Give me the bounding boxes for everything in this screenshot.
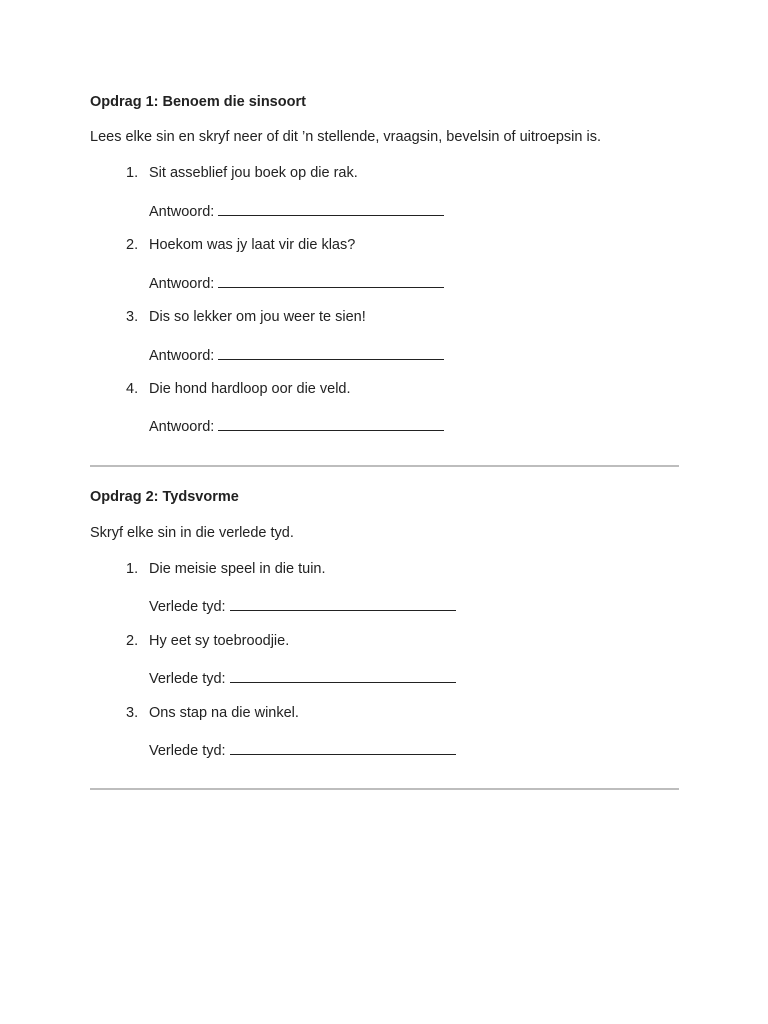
answer-label: Antwoord: (149, 276, 215, 292)
section-2-title: Opdrag 2: Tydsvorme (90, 489, 239, 505)
answer-blank[interactable] (218, 201, 444, 216)
section-2-item-3-number: 3. (126, 705, 139, 721)
section-1-item-1-text: Sit asseblief jou boek op die rak. (149, 165, 358, 181)
answer-label: Antwoord: (149, 419, 215, 435)
section-2-item-2-number: 2. (126, 633, 139, 649)
section-2-item-2-text: Hy eet sy toebroodjie. (149, 633, 290, 649)
section-1-item-4-answer[interactable] (149, 416, 444, 435)
section-1-item-2-text: Hoekom was jy laat vir die klas? (149, 237, 356, 253)
section-1-item-4-number: 4. (126, 381, 139, 397)
section-1-item-3-text: Dis so lekker om jou weer te sien! (149, 309, 366, 325)
section-1-item-3-number: 3. (126, 309, 139, 325)
section-2-item-2-answer[interactable] (149, 668, 456, 687)
section-1-item-4-text: Die hond hardloop oor die veld. (149, 381, 351, 397)
section-1-item-2-answer[interactable] (149, 273, 444, 292)
section-2-item-3-answer[interactable] (149, 740, 456, 759)
answer-blank[interactable] (230, 740, 456, 755)
answer-blank[interactable] (230, 596, 456, 611)
answer-label: Verlede tyd: (149, 599, 226, 615)
section-2-instruction: Skryf elke sin in die verlede tyd. (90, 525, 294, 541)
section-divider-bottom (90, 788, 679, 790)
answer-label: Antwoord: (149, 204, 215, 220)
answer-blank[interactable] (218, 345, 444, 360)
answer-label: Antwoord: (149, 348, 215, 364)
section-1-item-3-answer[interactable] (149, 345, 444, 364)
answer-blank[interactable] (218, 416, 444, 431)
answer-label: Verlede tyd: (149, 743, 226, 759)
section-2-item-1-text: Die meisie speel in die tuin. (149, 561, 326, 577)
section-2-item-1-answer[interactable] (149, 596, 456, 615)
section-1-instruction: Lees elke sin en skryf neer of dit ’n stellende, vraagsin, bevelsin of uitroepsin is. (90, 129, 601, 145)
answer-label: Verlede tyd: (149, 671, 226, 687)
section-1-item-1-answer[interactable] (149, 201, 444, 220)
answer-blank[interactable] (218, 273, 444, 288)
section-2-item-1-number: 1. (126, 561, 139, 577)
section-1-title: Opdrag 1: Benoem die sinsoort (90, 94, 306, 110)
section-1-item-2-number: 2. (126, 237, 139, 253)
section-divider (90, 465, 679, 467)
section-2-item-3-text: Ons stap na die winkel. (149, 705, 299, 721)
answer-blank[interactable] (230, 668, 456, 683)
section-1-item-1-number: 1. (126, 165, 139, 181)
